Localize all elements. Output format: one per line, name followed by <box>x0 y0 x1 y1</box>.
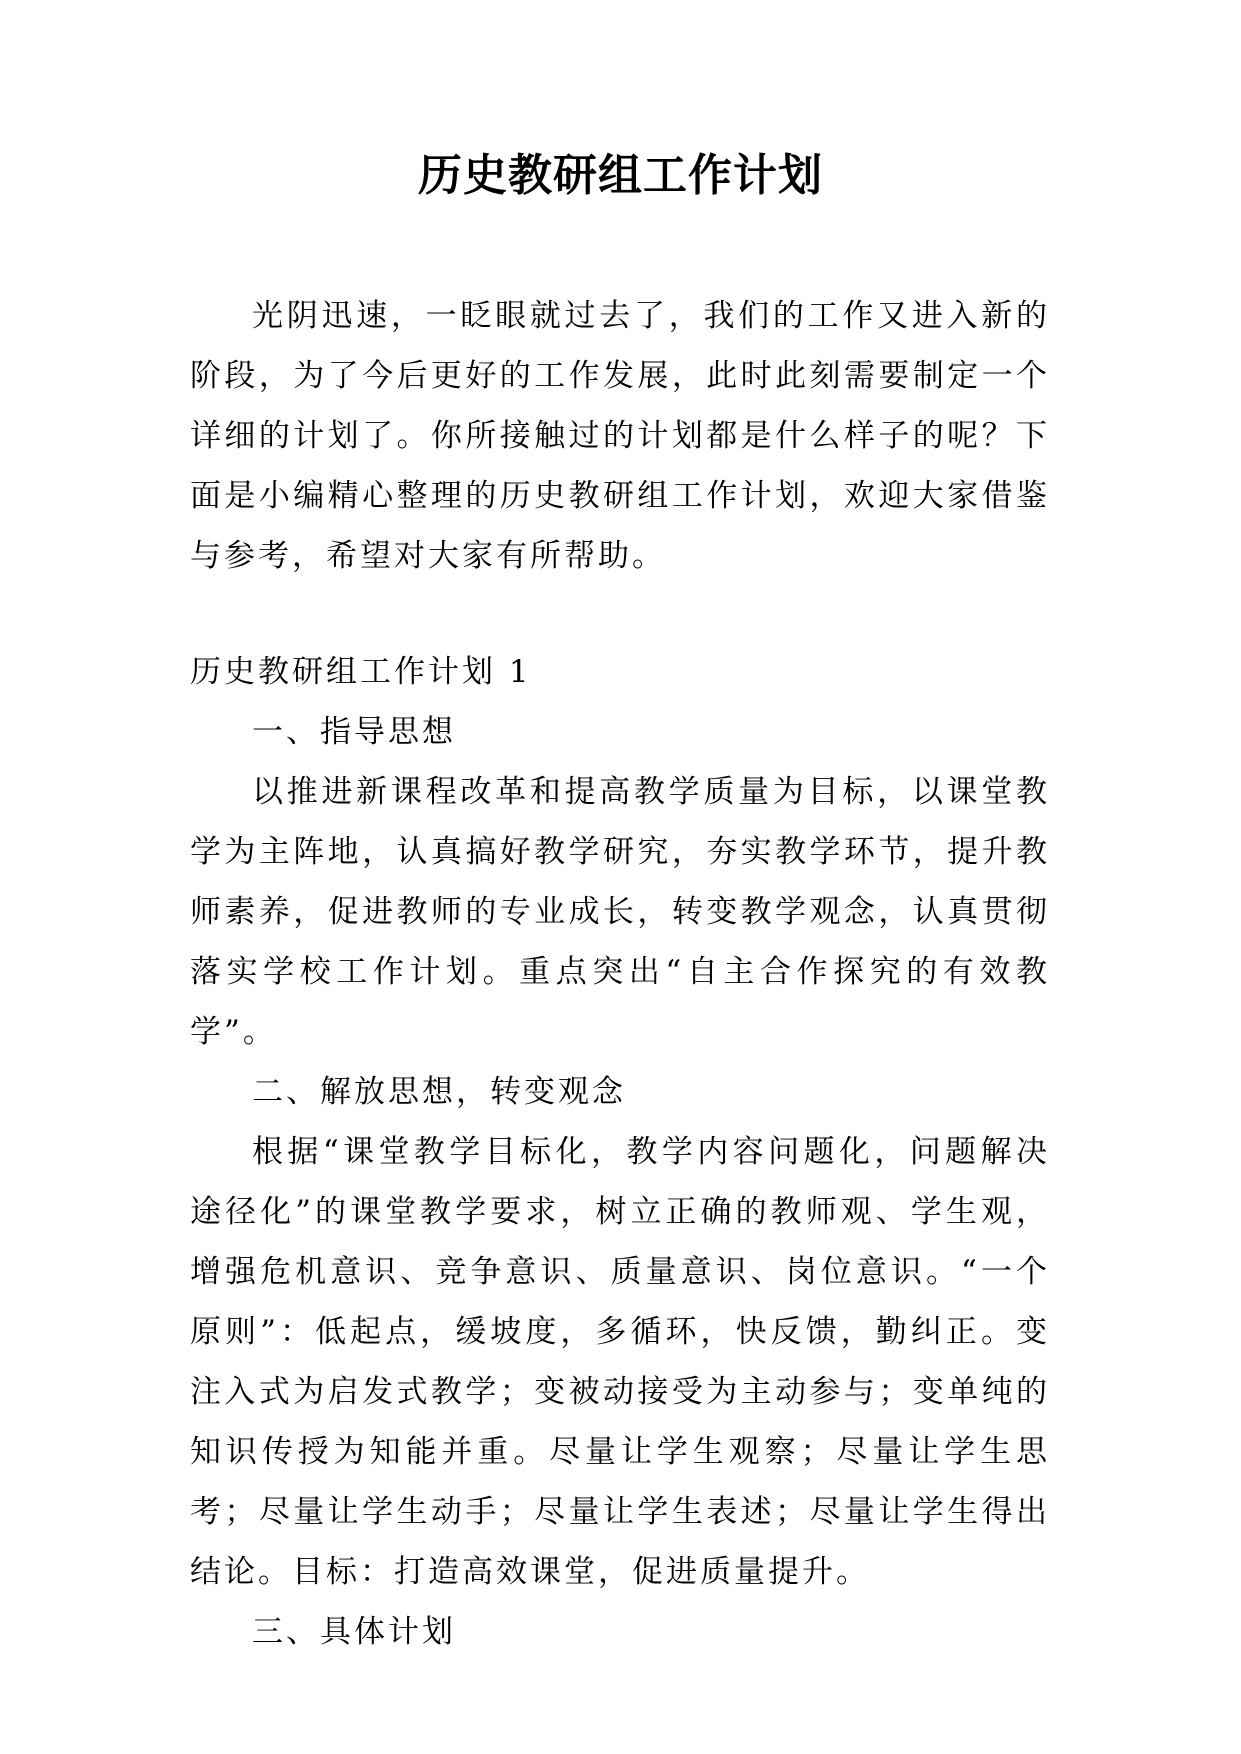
paragraph-change-concepts: 根据“课堂教学目标化，教学内容问题化，问题解决途径化”的课堂教学要求，树立正确的教师观、学生观，增强危机意识、竞争意识、质量意识、岗位意识。“一个原则”：低起点，缓坡度，多循环，快反馈，勤纠正。变注入式为启发式教学；变被动接受为主动参与；变单纯的知识传授为知能并重。尽量让学生观察；尽量让学生思考；尽量让学生动手；尽量让学生表述；尽量让学生得出结论。目标：打造高效课堂，促进质量提升。 <box>190 1134 1050 1590</box>
intro-paragraph: 光阴迅速，一眨眼就过去了，我们的工作又进入新的阶段，为了今后更好的工作发展，此时此刻需要制定一个详细的计划了。你所接触过的计划都是什么样子的呢？下面是小编精心整理的历史教研组工作计划，欢迎大家借鉴与参考，希望对大家有所帮助。 <box>190 298 1050 574</box>
paragraph-guiding-ideology: 以推进新课程改革和提高教学质量为目标，以课堂教学为主阵地，认真搞好教学研究，夯实教学环节，提升教师素养，促进教师的专业成长，转变教学观念，认真贯彻落实学校工作计划。重点突出“自主合作探究的有效教学”。 <box>190 774 1050 1050</box>
heading-change-concepts: 二、解放思想，转变观念 <box>252 1074 626 1110</box>
section-title: 历史教研组工作计划 1 <box>190 654 532 690</box>
document-body <box>190 286 1050 1662</box>
document-title: 历史教研组工作计划 <box>418 150 823 201</box>
heading-specific-plan: 三、具体计划 <box>252 1614 456 1650</box>
heading-guiding-ideology: 一、指导思想 <box>252 714 456 750</box>
paragraph-gap <box>190 586 1050 642</box>
